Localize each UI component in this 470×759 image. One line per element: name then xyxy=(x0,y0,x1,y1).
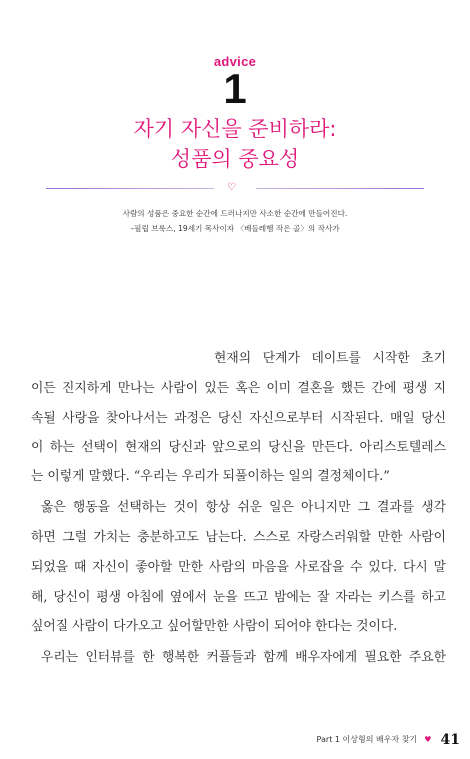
page-footer xyxy=(317,729,460,748)
page-number: 41 xyxy=(440,731,460,748)
section-divider xyxy=(46,182,424,193)
heart-icon: ♡ xyxy=(227,182,236,193)
chapter-number: 1 xyxy=(223,65,247,112)
body-line: 우리는 인터뷰를 한 행복한 커플들과 함께 배우자에게 필요한 주요한 xyxy=(41,650,446,665)
chapter-title-line-2: 성품의 중요성 xyxy=(170,147,300,171)
epigraph-quote: 사람의 성품은 중요한 순간에 드러나지만 사소한 순간에 만들어진다. xyxy=(122,209,348,218)
epigraph-attribution: –필립 브룩스, 19세기 목사이자 〈베들레헴 작은 골〉의 작사가 xyxy=(130,224,340,233)
body-line: 속될 사랑을 찾아나서는 과정은 당신 자신으로부터 시작된다. 매일 당신 xyxy=(31,411,446,426)
body-line: 하면 그럴 가치는 충분하고도 남는다. 스스로 자랑스러워할 만한 사람이 xyxy=(31,530,446,545)
body-line: 는 이렇게 말했다. “우리는 우리가 되풀이하는 일의 결정체이다.” xyxy=(31,469,390,484)
heart-icon: ♥ xyxy=(424,735,432,744)
divider-rule-left xyxy=(46,188,214,189)
body-line: 해, 당신이 평생 아침에 옆에서 눈을 뜨고 밤에는 잘 자라는 키스를 하고 xyxy=(31,590,446,605)
body-line: 이 하는 선택이 현재의 당신과 앞으로의 당신을 만든다. 아리스토텔레스 xyxy=(31,440,446,455)
body-line: 이든 진지하게 만나는 사람이 있든 혹은 이미 결혼을 했든 간에 평생 지 xyxy=(31,381,446,396)
body-line: 옳은 행동을 선택하는 것이 항상 쉬운 일은 아니지만 그 결과를 생각 xyxy=(41,500,446,515)
body-line: 현재의 단계가 데이트를 시작한 초기 xyxy=(214,351,446,366)
body-line: 싶어질 사람이 다가오고 싶어할만한 사람이 되어야 한다는 것이다. xyxy=(31,619,398,634)
chapter-title-line-1: 자기 자신을 준비하라: xyxy=(133,117,337,141)
advice-label: advice xyxy=(213,54,257,69)
divider-rule-right xyxy=(256,188,424,189)
body-line: 되었을 때 자신이 좋아할 만한 사람의 마음을 사로잡을 수 있다. 다시 말 xyxy=(31,560,446,575)
running-footer-label: Part 1 이상형의 배우자 찾기 xyxy=(316,735,418,744)
